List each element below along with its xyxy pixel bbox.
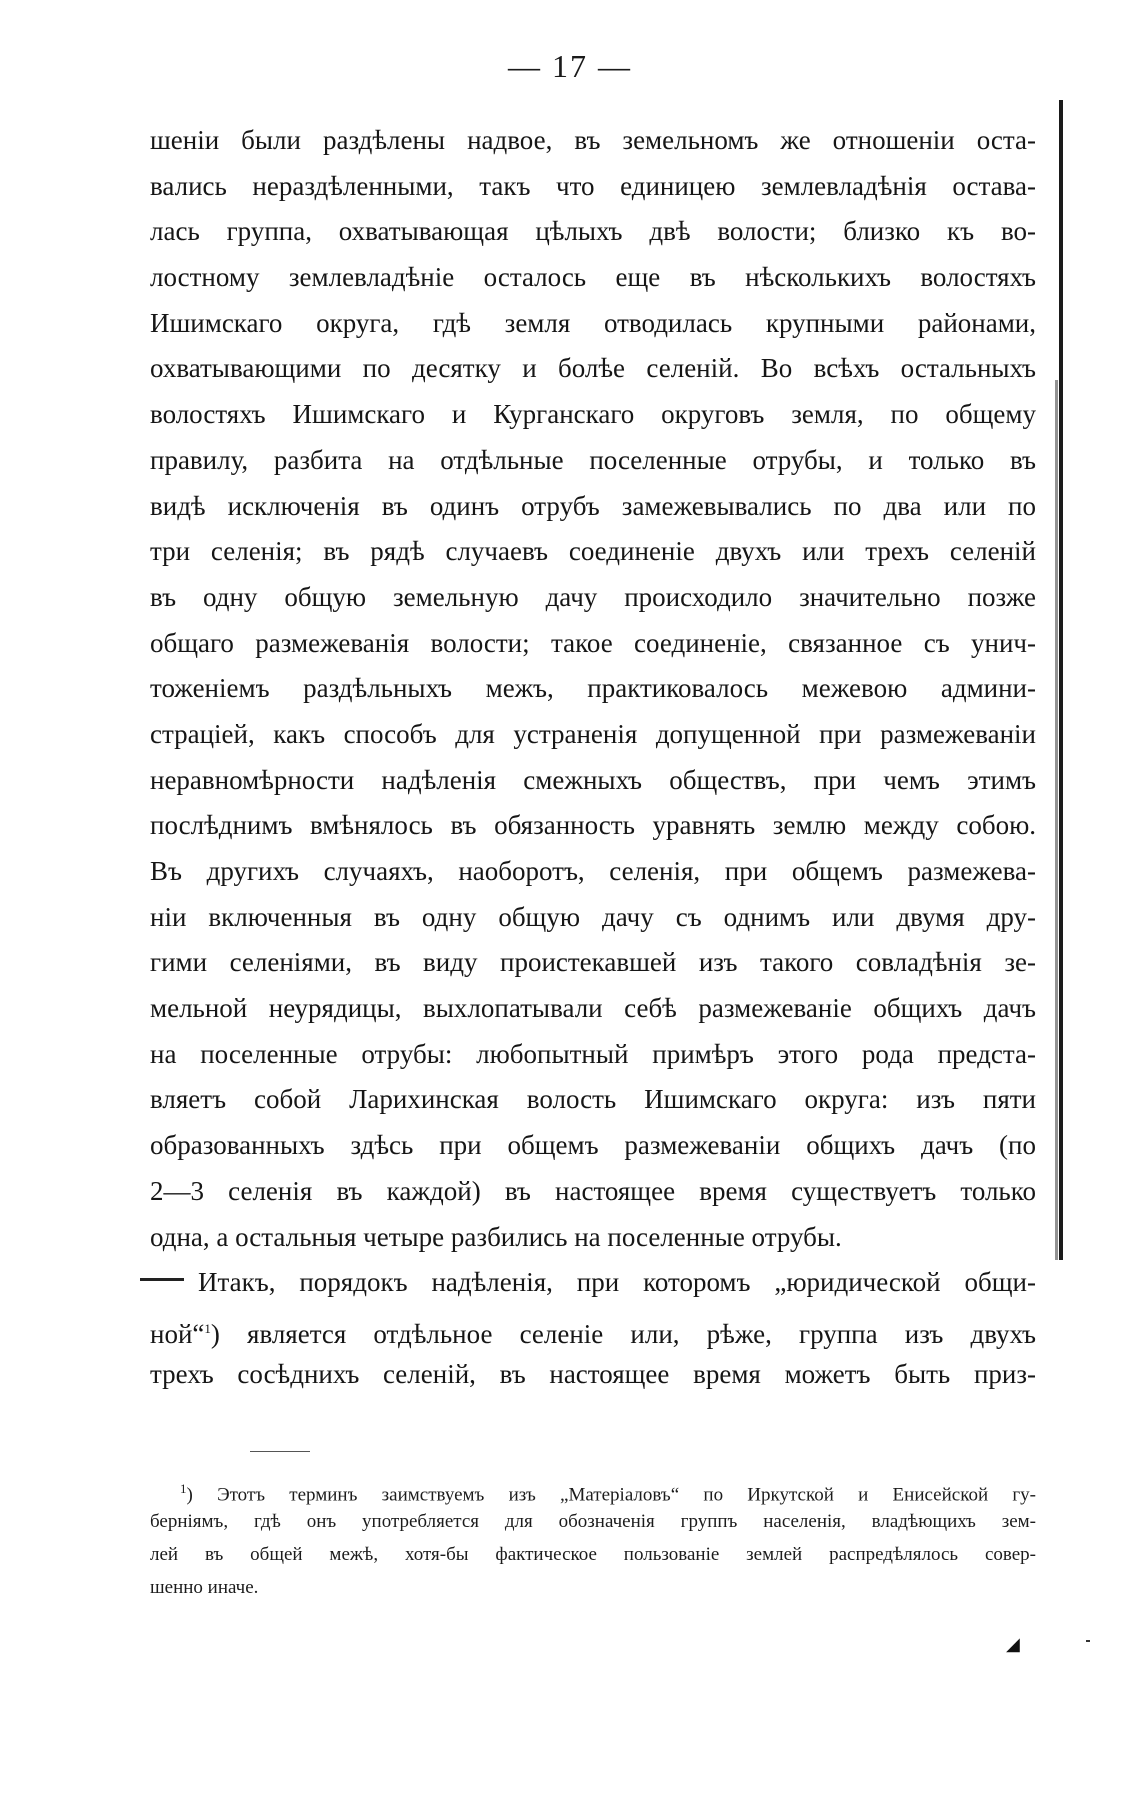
margin-marker-shadow [1055,380,1058,1260]
footnote-line [150,1472,1036,1505]
text-line: вались нераздѣленными, такъ что единицею землевладѣнія остава- [150,170,1036,201]
corner-fold-icon: ◢ [1006,1634,1020,1654]
footnote-line: берніямъ, гдѣ онъ употребляется для обозначенія группъ населенія, владѣющихъ зем- [150,1511,1036,1532]
text-line: 2—3 селенія въ каждой) въ настоящее время существуетъ только [150,1175,1036,1206]
text-line-with-footnote [150,1306,1036,1352]
text-line: неравномѣрности надѣленія смежныхъ обществъ, при чемъ этимъ [150,764,1036,795]
text-line: общаго размежеванія волости; такое соединеніе, связанное съ унич- [150,627,1036,658]
text-line: шеніи были раздѣлены надвое, въ земельномъ же отношеніи оста- [150,125,1036,155]
footnote-separator [250,1451,310,1452]
text-line: Въ другихъ случаяхъ, наоборотъ, селенія, при общемъ размежева- [150,856,1036,886]
text-line: гими селеніями, въ виду проистекавшей изъ такого совладѣнія зе- [150,947,1036,978]
text-line: тоженіемъ раздѣльныхъ межъ, практиковалось межевою админи- [150,673,1036,704]
main-text [150,118,1036,1397]
scan-dot-mark [1086,1640,1090,1642]
text-line: ніи включенныя въ одну общую дачу съ однимъ или двумя дру- [150,901,1036,932]
footnote-reference: 1 [204,1320,211,1336]
footnote-marker: 1 [180,1481,187,1496]
footnote [150,1472,1036,1604]
margin-marker-line [1059,100,1063,1260]
paragraph-first-line: Итакъ, порядокъ надѣленія, при которомъ „юридической общи- [198,1267,1036,1298]
text-line: вляетъ собой Ларихинская волость Ишимскаго округа: изъ пяти [150,1084,1036,1115]
page-number: — 17 — [508,48,632,84]
quote-fragment: ной“ [150,1318,205,1349]
text-line: трехъ сосѣднихъ селеній, въ настоящее время можетъ быть приз- [150,1358,1036,1389]
text-line: мельной неурядицы, выхлопатывали себѣ размежеваніе общихъ дачъ [150,993,1036,1024]
text-line: образованныхъ здѣсь при общемъ размежеваніи общихъ дачъ (по [150,1130,1036,1161]
footnote-line-text: ) Этотъ терминъ заимствуемъ изъ „Матеріаловъ“ по Иркутской и Енисейской гу- [186,1484,1036,1506]
text-line: видѣ исключенія въ одинъ отрубъ замежевывались по два или по [150,490,1036,521]
paragraph-dash-mark [140,1278,184,1281]
text-line: Ишимскаго округа, гдѣ земля отводилась крупными районами, [150,307,1036,338]
text-line: въ одну общую земельную дачу происходило значительно позже [150,581,1036,612]
text-line: на поселенные отрубы: любопытный примѣръ этого рода предста- [150,1038,1036,1069]
text-line: лась группа, охватывающая цѣлыхъ двѣ волости; близко къ во- [150,216,1036,247]
text-line: охватывающими по десятку и болѣе селеній. Во всѣхъ остальныхъ [150,353,1036,384]
footnote-line: шенно иначе. [150,1577,259,1598]
text-line: страціей, какъ способъ для устраненія допущенной при размежеваніи [150,718,1036,749]
text-line: три селенія; въ рядѣ случаевъ соединеніе двухъ или трехъ селеній [150,536,1036,567]
text-line: лостному землевладѣніе осталось еще въ нѣсколькихъ волостяхъ [150,262,1036,293]
line-remainder: ) является отдѣльное селеніе или, рѣже, группа изъ двухъ [210,1318,1036,1349]
text-line: правилу, разбита на отдѣльные поселенные отрубы, и только въ [150,444,1036,475]
footnote-line: лей въ общей межѣ, хотя-бы фактическое пользованіе землей распредѣлялось совер- [150,1544,1036,1565]
text-line: волостяхъ Ишимскаго и Курганскаго округовъ земля, по общему [150,399,1036,430]
text-line: одна, а остальныя четыре разбились на поселенные отрубы. [150,1221,842,1252]
text-line: послѣднимъ вмѣнялось въ обязанность уравнять землю между собою. [150,810,1036,841]
